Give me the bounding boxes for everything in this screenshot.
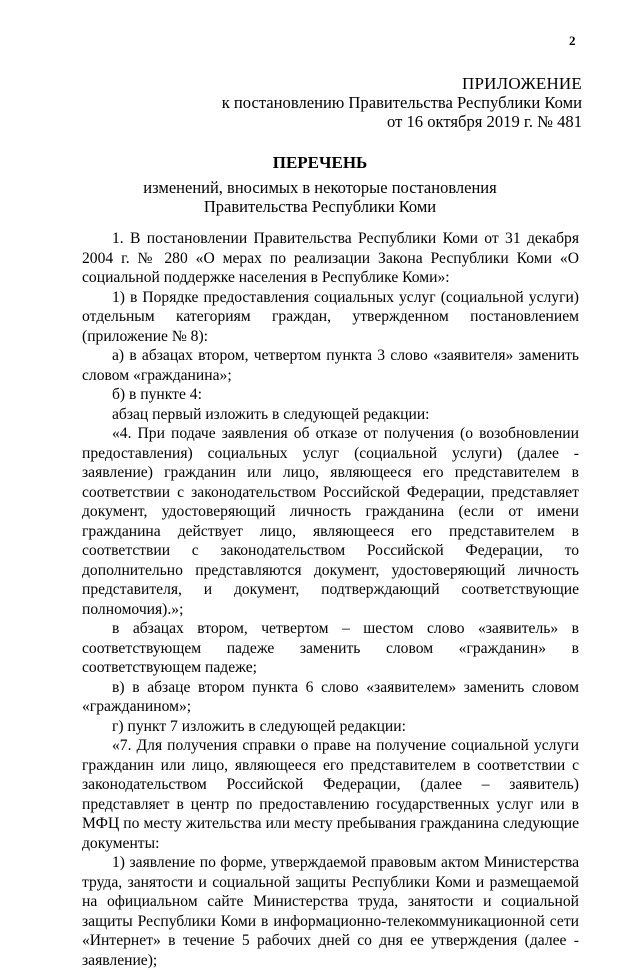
paragraph: 1) в Порядке предоставления социальных услуг (социальной услуги) отдельным категориям граждан, утвержденном постановлением (приложение № 8): xyxy=(82,288,579,345)
page-number: 2 xyxy=(569,33,576,48)
paragraph: в) в абзаце втором пункта 6 слово «заявителем» заменить словом «гражданином»; xyxy=(82,678,579,715)
appendix-line-1: к постановлению Правительства Республики Коми xyxy=(221,93,582,112)
document-body xyxy=(82,229,579,970)
document-heading xyxy=(0,153,640,216)
paragraph: а) в абзацах втором, четвертом пункта 3 слово «заявителя» заменить словом «гражданина»; xyxy=(82,347,579,384)
heading-subtitle-2: Правительства Республики Коми xyxy=(203,197,437,216)
paragraph: «4. При подаче заявления об отказе от получения (о возобновлении предоставления) социальных услуг (социальной услуги) (далее - заявление) гражданин или лицо, являющееся его представителем в соответствии с законодательством Российской Федерации, представляет документ, удостоверяющий личность гражданина (если от имени гражданина действует лицо, являющееся его представителем в соответствии с законодательством Российской Федерации, то дополнительно представляются документ, удостоверяющий личность представителя, и документ, подтверждающий соответствующие полномочия).»; xyxy=(82,425,579,618)
paragraph: «7. Для получения справки о праве на получение социальной услуги гражданин или лицо, являющееся его представителем в соответствии с законодательством Российской Федерации, (далее – заявитель) представляет в центр по предоставлению государственных услуг или в МФЦ по месту жительства или месту пребывания гражданина следующие документы: xyxy=(82,737,579,852)
paragraph: г) пункт 7 изложить в следующей редакции: xyxy=(112,717,406,735)
appendix-block xyxy=(222,74,582,131)
heading-subtitle-1: изменений, вносимых в некоторые постановления xyxy=(143,178,497,197)
appendix-line-2: от 16 октября 2019 г. № 481 xyxy=(387,112,582,131)
heading-title: ПЕРЕЧЕНЬ xyxy=(272,153,368,172)
appendix-title: ПРИЛОЖЕНИЕ xyxy=(462,74,582,93)
paragraph: 1. В постановлении Правительства Республики Коми от 31 декабря 2004 г. № 280 «О мерах по реализации Закона Республики Коми «О социальной поддержке населения в Республике Коми»: xyxy=(82,230,579,286)
paragraph: 1) заявление по форме, утверждаемой правовым актом Министерства труда, занятости и социальной защиты Республики Коми и размещаемой на официальном сайте Министерства труда, занятости и социальной защиты Республики Коми в информационно-телекоммуникационной сети «Интернет» в течение 5 рабочих дней со дня ее утверждения (далее - заявление); xyxy=(82,854,579,969)
paragraph: в абзацах втором, четвертом – шестом слово «заявитель» в соответствующем падеже заменить словом «гражданин» в соответствующем падеже; xyxy=(82,620,579,676)
paragraph: абзац первый изложить в следующей редакции: xyxy=(112,405,430,423)
paragraph: б) в пункте 4: xyxy=(112,386,202,403)
